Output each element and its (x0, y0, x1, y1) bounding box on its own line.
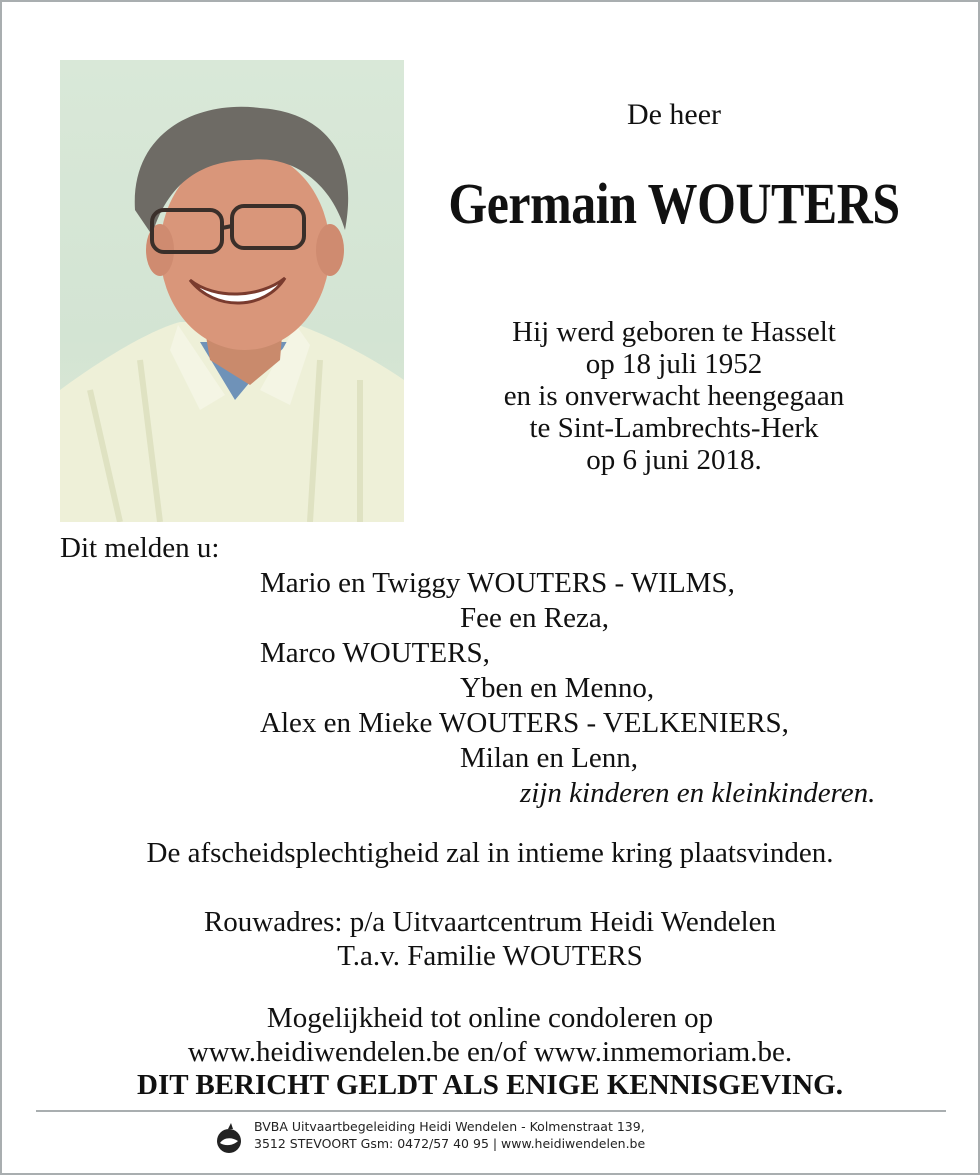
deceased-name: Germain WOUTERS (448, 171, 900, 236)
family-line: Alex en Mieke WOUTERS - VELKENIERS, (260, 707, 789, 739)
footer-line: BVBA Uitvaartbegeleiding Heidi Wendelen - Kolmenstraat 139, (254, 1119, 645, 1134)
online-line: Mogelijkheid tot online condoleren op (266, 1002, 714, 1034)
announce-intro: Dit melden u: (60, 532, 220, 564)
address-line: T.a.v. Familie WOUTERS (337, 940, 643, 972)
family-line: Milan en Lenn, (460, 742, 638, 774)
salutation: De heer (626, 98, 722, 131)
address-line: Rouwadres: p/a Uitvaartcentrum Heidi Wendelen (203, 906, 777, 938)
bio-line: te Sint-Lambrechts-Herk (529, 412, 819, 444)
ceremony-text: De afscheidsplechtigheid zal in intieme kring plaatsvinden. (146, 837, 834, 869)
family-closing: zijn kinderen en kleinkinderen. (520, 777, 876, 809)
bio-line: en is onverwacht heengegaan (503, 380, 845, 412)
family-line: Yben en Menno, (460, 672, 655, 704)
footer-divider (36, 1110, 946, 1112)
bio-line: op 18 juli 1952 (585, 348, 763, 380)
family-line: Mario en Twiggy WOUTERS - WILMS, (260, 567, 735, 599)
footer-line: 3512 STEVOORT Gsm: 0472/57 40 95 | www.heidiwendelen.be (254, 1136, 646, 1151)
portrait-photo (60, 60, 404, 522)
online-links: www.heidiwendelen.be en/of www.inmemoriam.be. (187, 1036, 793, 1068)
funeral-home-logo-icon (214, 1121, 246, 1155)
family-line: Fee en Reza, (460, 602, 609, 634)
family-line: Marco WOUTERS, (260, 637, 490, 669)
bio-line: Hij werd geboren te Hasselt (512, 316, 836, 348)
notice-text: DIT BERICHT GELDT ALS ENIGE KENNISGEVING. (137, 1069, 843, 1101)
bio-line: op 6 juni 2018. (586, 444, 762, 476)
portrait-illustration (60, 60, 404, 522)
funeral-home-info (254, 1118, 645, 1152)
biography (404, 316, 944, 476)
